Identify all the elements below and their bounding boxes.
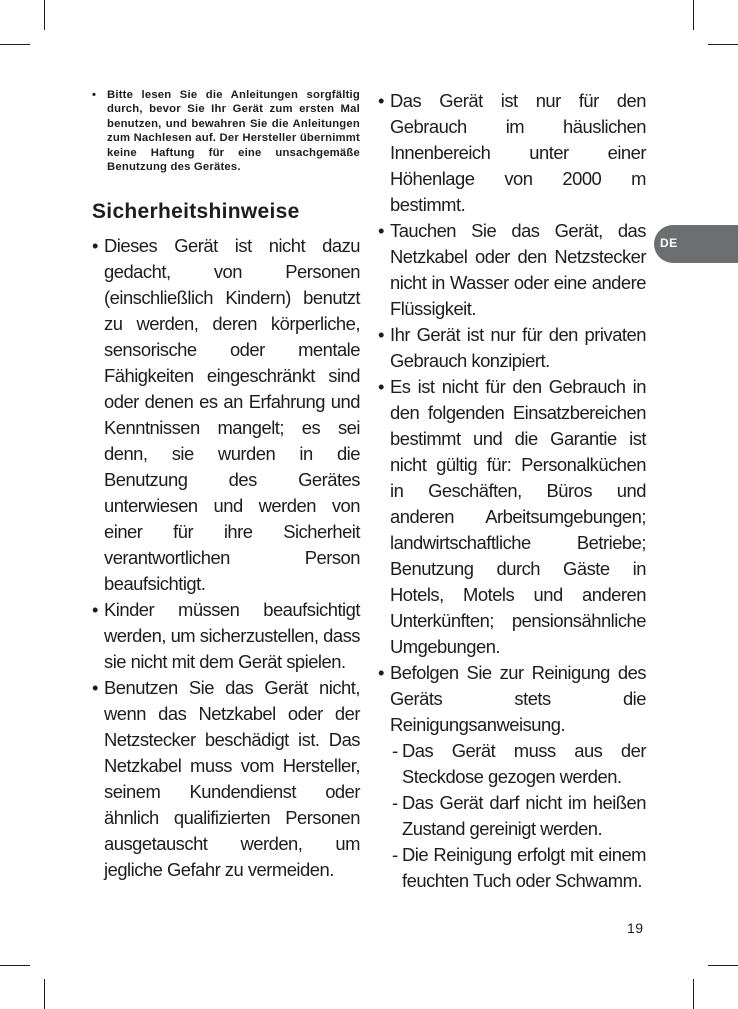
- safety-item: • Tauchen Sie das Gerät, das Netzkabel oder den Netzstecker nicht in Wasser oder eine andere Flüssigkeit.: [378, 218, 646, 322]
- crop-mark: [693, 0, 694, 30]
- left-column: [92, 88, 360, 883]
- crop-mark: [44, 979, 45, 1009]
- safety-item: • Benutzen Sie das Gerät nicht, wenn das Netzkabel oder der Netzstecker beschädigt ist. Das Netzkabel muss vom Hersteller, seinem Kundendienst oder ähnlich qualifizierten Personen ausgetauscht werden, um jegliche Gefahr zu vermeiden.: [92, 675, 360, 883]
- cleaning-sublist: [390, 738, 646, 894]
- safety-item: • Dieses Gerät ist nicht dazu gedacht, von Personen (einschließlich Kindern) benutzt zu werden, deren körperliche, sensorische oder mentale Fähigkeiten eingeschränkt sind oder denen es an Erfahrung und Kenntnissen mangelt; es sei denn, sie wurden in die Benutzung des Gerätes unterwiesen und werden von einer für ihre Sicherheit verantwortlichen Person beaufsichtigt.: [92, 233, 360, 597]
- safety-list-right: [378, 88, 646, 894]
- safety-item: • Kinder müssen beaufsichtigt werden, um sicherzustellen, dass sie nicht mit dem Gerät spielen.: [92, 597, 360, 675]
- crop-mark: [0, 44, 30, 45]
- crop-mark: [693, 979, 694, 1009]
- crop-mark: [708, 44, 738, 45]
- language-tab: [654, 225, 738, 263]
- safety-item: • Das Gerät ist nur für den Gebrauch im häuslichen Innenbereich unter einer Höhenlage von 2000 m bestimmt.: [378, 88, 646, 218]
- safety-item: • Ihr Gerät ist nur für den privaten Gebrauch konzipiert.: [378, 322, 646, 374]
- crop-mark: [708, 965, 738, 966]
- intro-bullet: • Bitte lesen Sie die Anleitungen sorgfältig durch, bevor Sie Ihr Gerät zum ersten Mal benutzen, und bewahren Sie die Anleitungen zum Nachlesen auf. Der Hersteller übernimmt keine Haftung für eine unsachgemäße Benutzung des Gerätes.: [92, 88, 360, 174]
- right-column: [378, 88, 646, 894]
- cleaning-subitem: - Die Reinigung erfolgt mit einem feuchten Tuch oder Schwamm.: [390, 842, 646, 894]
- safety-item: • Es ist nicht für den Gebrauch in den folgenden Einsatzbereichen bestimmt und die Garantie ist nicht gültig für: Personalküchen in Geschäften, Büros und anderen Arbeitsumgebungen; landwirtschaftliche Betriebe; Benutzung durch Gäste in Hotels, Motels und anderen Unterkünften; pensionsähnliche Umgebungen.: [378, 374, 646, 660]
- cleaning-item-text: Befolgen Sie zur Reinigung des Geräts stets die Reinigungsanweisung.: [390, 662, 646, 735]
- language-tab-label: DE: [660, 236, 678, 250]
- intro-list: [92, 88, 360, 174]
- crop-mark: [44, 0, 45, 30]
- crop-mark: [0, 965, 30, 966]
- safety-list-left: [92, 233, 360, 883]
- page-number: 19: [627, 920, 644, 936]
- section-title: Sicherheitshinweise: [92, 200, 300, 224]
- cleaning-item: [378, 660, 646, 894]
- cleaning-subitem: - Das Gerät darf nicht im heißen Zustand gereinigt werden.: [390, 790, 646, 842]
- cleaning-subitem: - Das Gerät muss aus der Steckdose gezogen werden.: [390, 738, 646, 790]
